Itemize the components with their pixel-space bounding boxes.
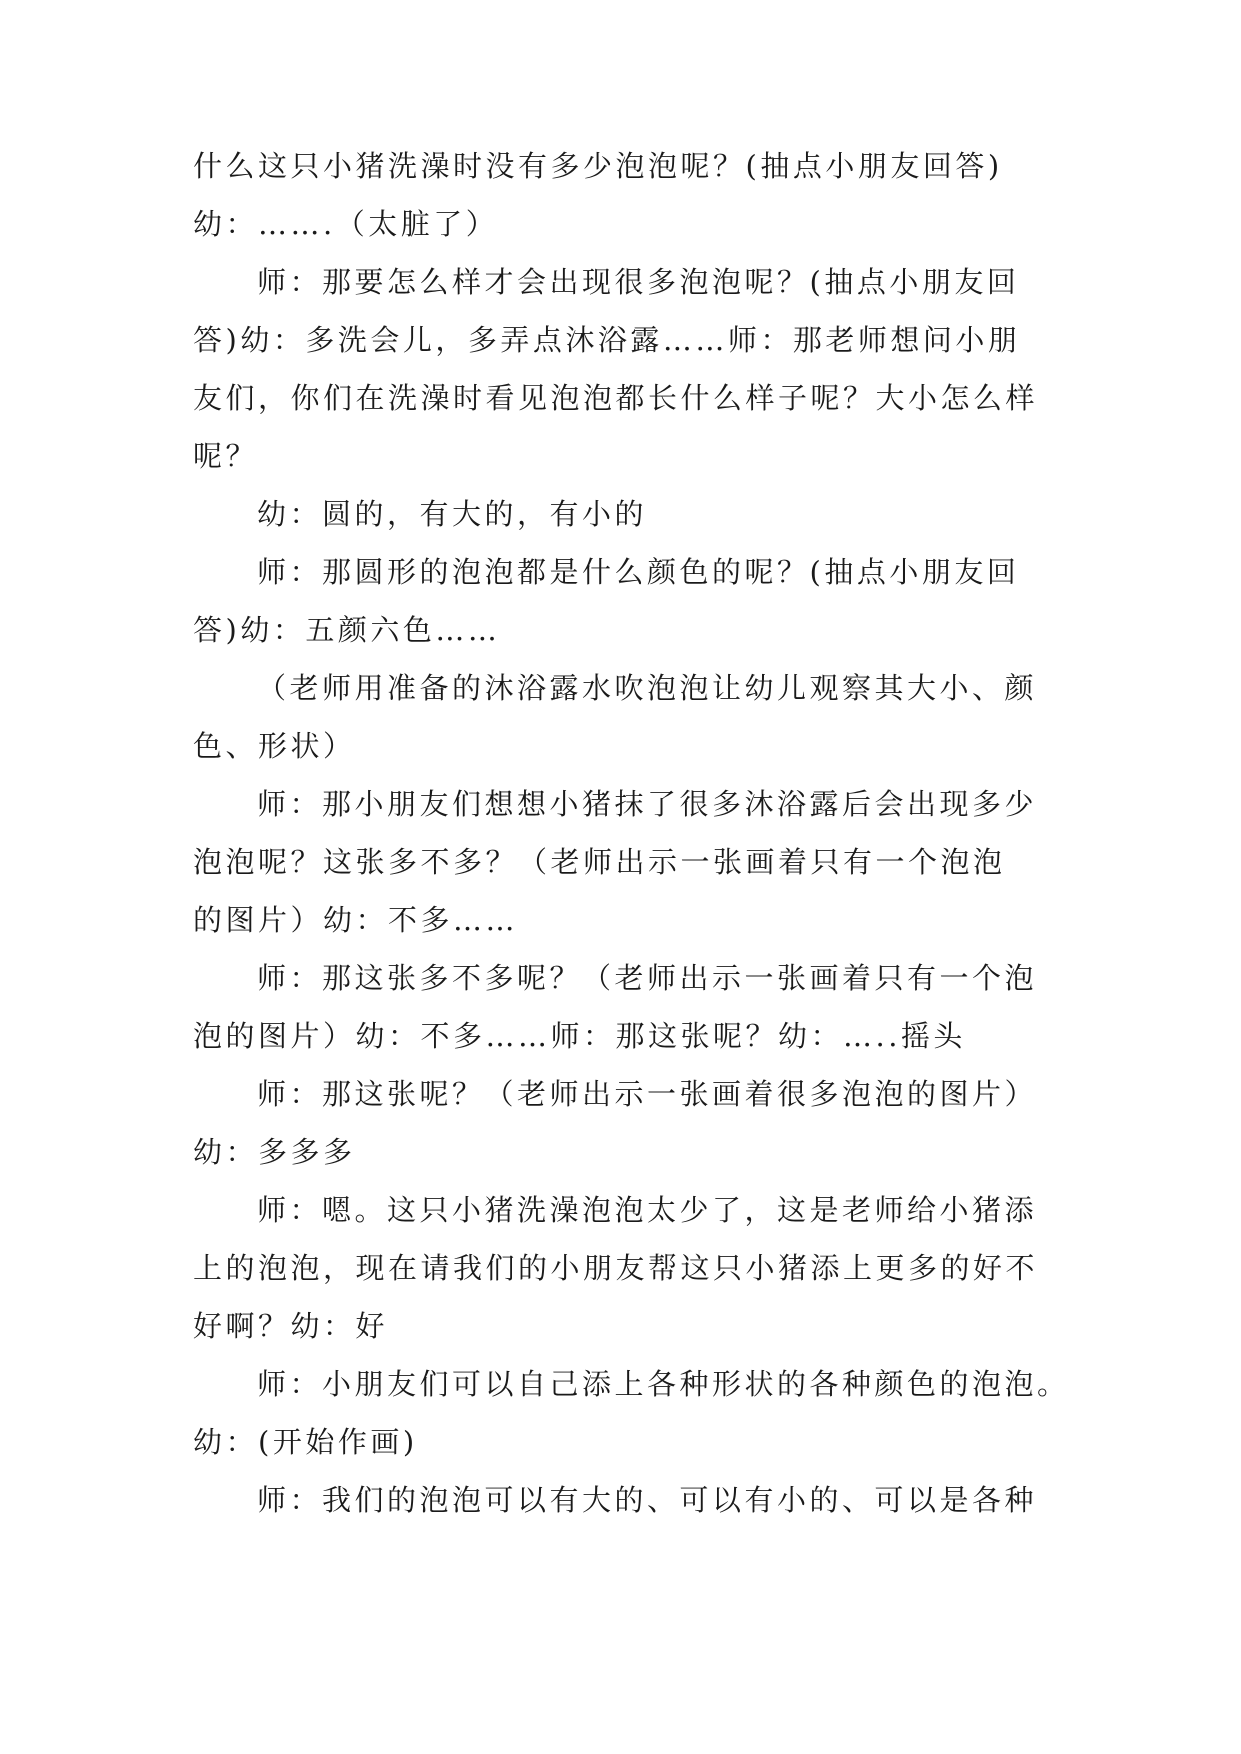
text-line: 好啊？幼：好	[193, 1309, 389, 1343]
text-line: 幼：…….（太脏了）	[193, 207, 499, 241]
text-line: 泡的图片）幼：不多……师：那这张呢？幼：…..摇头	[193, 1019, 966, 1053]
text-line: 幼：(开始作画)	[193, 1425, 418, 1459]
text-line: 师：我们的泡泡可以有大的、可以有小的、可以是各种	[257, 1483, 1038, 1517]
text-line: 什么这只小猪洗澡时没有多少泡泡呢？(抽点小朋友回答)	[193, 149, 1003, 183]
text-line: 师：那要怎么样才会出现很多泡泡呢？(抽点小朋友回	[257, 265, 1020, 299]
text-line: （老师用准备的沐浴露水吹泡泡让幼儿观察其大小、颜	[257, 671, 1038, 705]
text-line: 师：那这张多不多呢？（老师出示一张画着只有一个泡	[257, 961, 1038, 995]
text-line: 答)幼：五颜六色……	[193, 613, 501, 647]
text-line: 上的泡泡，现在请我们的小朋友帮这只小猪添上更多的好不	[193, 1251, 1039, 1285]
text-line: 呢？	[193, 439, 259, 473]
text-line: 幼：多多多	[193, 1135, 356, 1169]
text-line: 答)幼：多洗会儿，多弄点沐浴露……师：那老师想问小朋	[193, 323, 1021, 357]
text-line: 师：嗯。这只小猪洗澡泡泡太少了，这是老师给小猪添	[257, 1193, 1038, 1227]
text-line: 的图片）幼：不多……	[193, 903, 519, 937]
text-line: 泡泡呢？这张多不多？（老师出示一张画着只有一个泡泡	[193, 845, 1006, 879]
text-line: 师：那圆形的泡泡都是什么颜色的呢？(抽点小朋友回	[257, 555, 1020, 589]
text-line: 友们，你们在洗澡时看见泡泡都长什么样子呢？大小怎么样	[193, 381, 1039, 415]
text-line: 师：小朋友们可以自己添上各种形状的各种颜色的泡泡。	[257, 1367, 1070, 1401]
text-line: 幼：圆的，有大的，有小的	[257, 497, 648, 531]
text-line: 色、形状）	[193, 729, 356, 763]
text-line: 师：那小朋友们想想小猪抹了很多沐浴露后会出现多少	[257, 787, 1038, 821]
text-line: 师：那这张呢？（老师出示一张画着很多泡泡的图片）	[257, 1077, 1038, 1111]
